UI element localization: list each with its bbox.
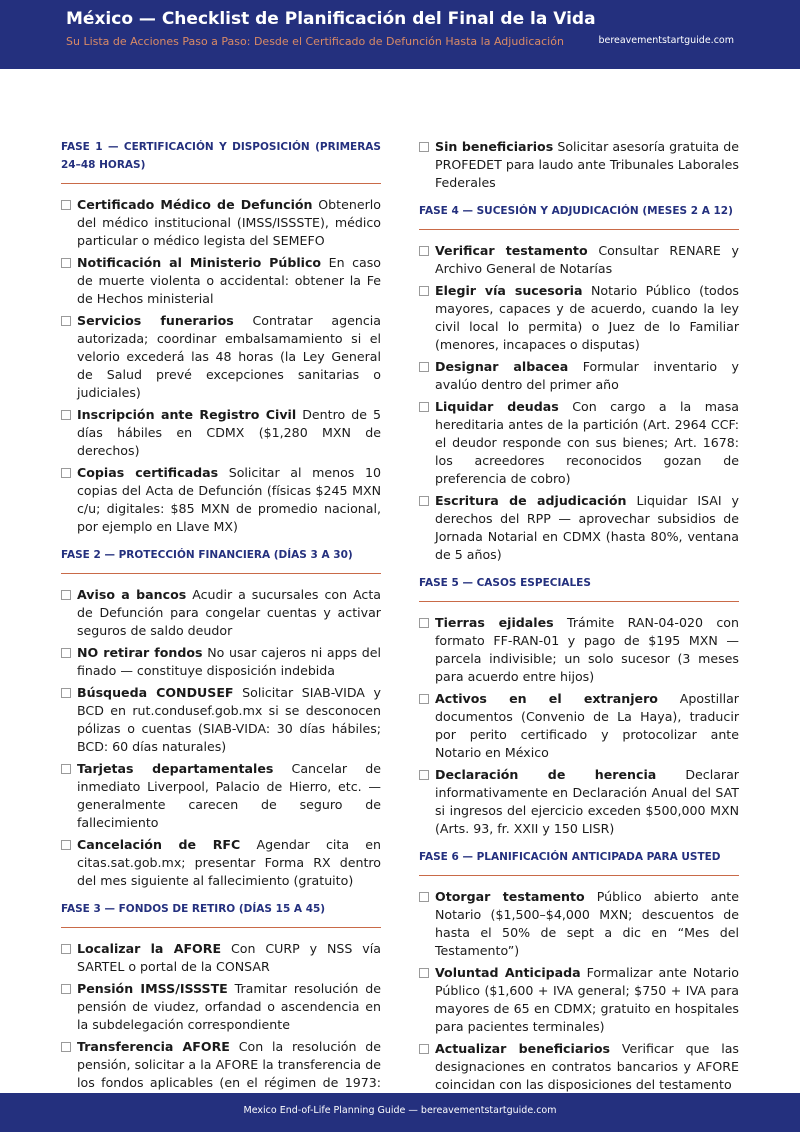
checklist-item	[61, 644, 381, 680]
checklist-item	[419, 138, 739, 192]
document-subtitle: Su Lista de Acciones Paso a Paso: Desde el Certificado de Defunción Hasta la Adjudicación	[66, 35, 564, 48]
item-description: Dentro de 5 días hábiles en CDMX ($1,280 MXN de derechos)	[77, 407, 381, 458]
item-label: Sin beneficiarios	[435, 139, 554, 154]
checkbox[interactable]	[419, 286, 429, 296]
checklist-item	[61, 196, 381, 250]
checklist-item	[61, 464, 381, 536]
item-label: Actualizar beneficiarios	[435, 1041, 610, 1056]
checkbox[interactable]	[419, 892, 429, 902]
checkbox[interactable]	[61, 200, 71, 210]
checkbox[interactable]	[61, 316, 71, 326]
checklist-item	[419, 358, 739, 394]
item-description: Contratar agencia autorizada; coordinar embalsamamiento si el velorio excederá las 48 horas (la Ley General de Salud prevé excepciones sanitarias o judiciales)	[77, 313, 381, 400]
checklist-item	[419, 614, 739, 686]
checkbox[interactable]	[419, 694, 429, 704]
checklist-item	[419, 492, 739, 564]
checkbox[interactable]	[61, 688, 71, 698]
checklist-item	[419, 398, 739, 488]
item-description: Acudir a sucursales con Acta de Defunción para congelar cuentas y activar seguros de saldo deudor	[77, 587, 381, 638]
checkbox[interactable]	[419, 770, 429, 780]
item-description: En caso de muerte violenta o accidental: obtener la Fe de Hechos ministerial	[77, 255, 381, 306]
phase-1-section	[61, 138, 381, 536]
item-label: Servicios funerarios	[77, 313, 234, 328]
item-label: Inscripción ante Registro Civil	[77, 407, 297, 422]
phase-4-section	[419, 202, 739, 564]
item-description: Formular inventario y avalúo dentro del primer año	[435, 359, 739, 392]
checklist-item	[419, 1040, 739, 1094]
item-label: Notificación al Ministerio Público	[77, 255, 322, 270]
checkbox[interactable]	[61, 590, 71, 600]
item-description: Público abierto ante Notario ($1,500–$4,000 MXN; descuentos de hasta el 50% de sept a dic en “Mes del Testamento”)	[435, 889, 739, 958]
phase-1-heading: FASE 1 — CERTIFICACIÓN Y DISPOSICIÓN (PRIMERAS 24–48 HORAS)	[61, 138, 381, 184]
checklist-item	[61, 836, 381, 890]
item-label: Voluntad Anticipada	[435, 965, 581, 980]
item-description: Con CURP y NSS vía SARTEL o portal de la CONSAR	[77, 941, 381, 974]
checklist-item	[61, 940, 381, 976]
item-description: Apostillar documentos (Convenio de La Haya), traducir por perito certificado y protocolizar ante Notario en México	[435, 691, 739, 760]
phase-6-heading: FASE 6 — PLANIFICACIÓN ANTICIPADA PARA USTED	[419, 848, 739, 876]
checklist-item	[61, 760, 381, 832]
checkbox[interactable]	[61, 984, 71, 994]
checkbox[interactable]	[61, 410, 71, 420]
item-description: Obtenerlo del médico institucional (IMSS/ISSSTE), médico particular o médico legista del SEMEFO	[77, 197, 381, 248]
phase-5-heading: FASE 5 — CASOS ESPECIALES	[419, 574, 739, 602]
phase-5-section	[419, 574, 739, 838]
checklist-item	[61, 980, 381, 1034]
header-site-link[interactable]: bereavementstartguide.com	[598, 35, 734, 46]
page-footer	[0, 1093, 800, 1132]
checkbox[interactable]	[419, 402, 429, 412]
item-description: No usar cajeros ni apps del finado — constituye disposición indebida	[77, 645, 381, 678]
phase-3-heading: FASE 3 — FONDOS DE RETIRO (DÍAS 15 A 45)	[61, 900, 381, 928]
item-label: NO retirar fondos	[77, 645, 203, 660]
left-column	[61, 138, 381, 1120]
item-description: Trámite RAN-04-020 con formato FF-RAN-01 y pago de $195 MXN — parcela indivisible; un solo sucesor (3 meses para acuerdo entre hijos)	[435, 615, 739, 684]
item-description: Notario Público (todos mayores, capaces y de acuerdo, cuando la ley civil local lo permita) o Juez de lo Familiar (menores, incapaces o disputas)	[435, 283, 739, 352]
checkbox[interactable]	[419, 246, 429, 256]
checklist-item	[419, 964, 739, 1036]
phase-3-section	[61, 900, 381, 1110]
item-description: Liquidar ISAI y derechos del RPP — aprovechar subsidios de Jornada Notarial en CDMX (hasta 80%, ventana de 5 años)	[435, 493, 739, 562]
item-label: Escritura de adjudicación	[435, 493, 627, 508]
checkbox[interactable]	[419, 1044, 429, 1054]
checklist-item	[419, 282, 739, 354]
item-description: Cancelar de inmediato Liverpool, Palacio de Hierro, etc. — generalmente carecen de seguro de fallecimiento	[77, 761, 381, 830]
checkbox[interactable]	[61, 764, 71, 774]
right-column	[419, 138, 739, 1104]
item-description: Solicitar asesoría gratuita de PROFEDET para laudo ante Tribunales Laborales Federales	[435, 139, 740, 190]
checkbox[interactable]	[61, 258, 71, 268]
item-description: Solicitar SIAB-VIDA y BCD en rut.condusef.gob.mx si se desconocen pólizas o cuentas (SIAB-VIDA: 30 días hábiles; BCD: 60 días naturales)	[77, 685, 381, 754]
footer-text: Mexico End-of-Life Planning Guide — bereavementstartguide.com	[243, 1105, 557, 1116]
item-description: Tramitar resolución de pensión de viudez, orfandad o ascendencia en la subdelegación correspondiente	[77, 981, 381, 1032]
checkbox[interactable]	[419, 142, 429, 152]
item-label: Tierras ejidales	[435, 615, 554, 630]
phase-6-section	[419, 848, 739, 1094]
item-label: Tarjetas departamentales	[77, 761, 274, 776]
checklist-item	[419, 690, 739, 762]
item-label: Transferencia AFORE	[77, 1039, 230, 1054]
checklist-item	[61, 406, 381, 460]
checklist-item	[419, 242, 739, 278]
checkbox[interactable]	[61, 944, 71, 954]
checklist-item	[419, 888, 739, 960]
item-description: Con cargo a la masa hereditaria antes de la partición (Art. 2964 CCF: el deudor responde con sus bienes; Art. 1678: los acreedores reconocidos gozan de preferencia de cobro)	[435, 399, 739, 486]
checklist-item	[61, 586, 381, 640]
item-label: Otorgar testamento	[435, 889, 585, 904]
item-label: Elegir vía sucesoria	[435, 283, 583, 298]
item-label: Pensión IMSS/ISSSTE	[77, 981, 228, 996]
item-label: Declaración de herencia	[435, 767, 657, 782]
item-description: Declarar informativamente en Declaración Anual del SAT si ingresos del ejercicio exceden $500,000 MXN (Arts. 93, fr. XXII y 150 LISR)	[435, 767, 739, 836]
page-header	[0, 0, 800, 69]
item-description: Solicitar al menos 10 copias del Acta de Defunción (físicas $245 MXN c/u; digitales: $85 MXN de promedio nacional, por ejemplo en Llave MX)	[77, 465, 381, 534]
item-description: Formalizar ante Notario Público ($1,600 + IVA general; $750 + IVA para mayores de 65 en CDMX; gratuito en hospitales para pacientes terminales)	[435, 965, 739, 1034]
checklist-item	[61, 254, 381, 308]
item-description: Consultar RENARE y Archivo General de Notarías	[435, 243, 739, 276]
item-label: Copias certificadas	[77, 465, 219, 480]
item-label: Cancelación de RFC	[77, 837, 241, 852]
item-label: Localizar la AFORE	[77, 941, 222, 956]
checkbox[interactable]	[419, 968, 429, 978]
checkbox[interactable]	[419, 362, 429, 372]
checkbox[interactable]	[61, 648, 71, 658]
checkbox[interactable]	[419, 618, 429, 628]
checkbox[interactable]	[419, 496, 429, 506]
item-label: Certificado Médico de Defunción	[77, 197, 313, 212]
document-title: México — Checklist de Planificación del Final de la Vida	[66, 9, 596, 29]
checkbox[interactable]	[61, 1042, 71, 1052]
item-description: Verificar que las designaciones en contratos bancarios y AFORE coincidan con las disposiciones del testamento	[435, 1041, 739, 1092]
item-label: Búsqueda CONDUSEF	[77, 685, 234, 700]
item-label: Aviso a bancos	[77, 587, 187, 602]
item-description: Agendar cita en citas.sat.gob.mx; presentar Forma RX dentro del mes siguiente al fallecimiento (gratuito)	[77, 837, 381, 888]
checkbox[interactable]	[61, 840, 71, 850]
phase-4-heading: FASE 4 — SUCESIÓN Y ADJUDICACIÓN (MESES 2 A 12)	[419, 202, 739, 230]
item-label: Activos en el extranjero	[435, 691, 658, 706]
checklist-item	[61, 684, 381, 756]
checklist-item	[61, 312, 381, 402]
phase-2-section	[61, 546, 381, 890]
item-description: Con la resolución de pensión, solicitar a la AFORE la transferencia de los fondos aplicables (en el régimen de 1973:	[77, 1039, 381, 1090]
phase-3-continued	[419, 138, 739, 192]
item-label: Verificar testamento	[435, 243, 588, 258]
checkbox[interactable]	[61, 468, 71, 478]
item-label: Designar albacea	[435, 359, 569, 374]
checklist-item	[419, 766, 739, 838]
phase-2-heading: FASE 2 — PROTECCIÓN FINANCIERA (DÍAS 3 A 30)	[61, 546, 381, 574]
item-label: Liquidar deudas	[435, 399, 559, 414]
